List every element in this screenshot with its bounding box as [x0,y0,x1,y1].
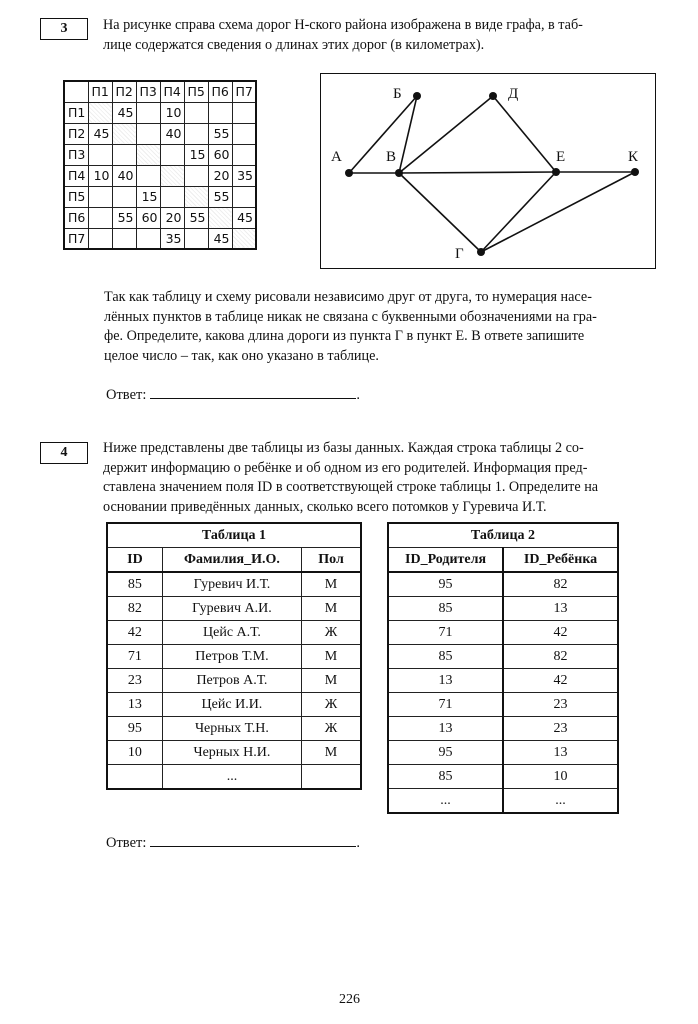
id-cell: 71 [107,645,162,669]
matrix-cell [112,144,136,165]
table-row [107,597,361,621]
graph-vertex-dot [489,92,497,100]
matrix-cell: 45 [232,207,256,228]
graph-edge [493,96,556,172]
task-4-body [103,439,659,517]
id-cell: 95 [107,717,162,741]
table-1-header: Пол [302,548,361,573]
sex-cell: Ж [302,693,361,717]
road-length-matrix [63,80,257,250]
matrix-row-header: П4 [64,165,88,186]
table-2-header: ID_Ребёнка [503,548,618,573]
matrix-cell [136,102,160,123]
matrix-cell [136,165,160,186]
table-row [107,717,361,741]
id-cell: 10 [107,741,162,765]
matrix-row [64,144,256,165]
matrix-cell: 60 [136,207,160,228]
matrix-cell [88,186,112,207]
table-row [388,669,618,693]
matrix-col-header: П7 [232,81,256,102]
task-4-body-line: основании приведённых данных, сколько всего потомков у Гуревича И.Т. [103,498,547,515]
table-row [388,621,618,645]
parent-id-cell: 13 [388,717,503,741]
task-3-number-box: 3 [40,18,88,40]
name-cell: Петров Т.М. [162,645,301,669]
matrix-cell [160,144,184,165]
matrix-cell: 55 [208,123,232,144]
matrix-cell: 10 [160,102,184,123]
task-3-body [104,288,660,366]
matrix-row [64,102,256,123]
matrix-cell: 40 [112,165,136,186]
sex-cell: Ж [302,717,361,741]
graph-vertex-dot [413,92,421,100]
matrix-row-header: П1 [64,102,88,123]
matrix-cell [136,144,160,165]
id-cell: 13 [107,693,162,717]
page-number: 226 [339,992,360,1007]
sex-cell: М [302,645,361,669]
matrix-cell: 20 [160,207,184,228]
table-1-caption: Таблица 1 [107,523,361,548]
matrix-cell [112,228,136,249]
matrix-cell: 45 [88,123,112,144]
graph-vertex-dot [477,248,485,256]
graph-edge [349,96,417,173]
answer-label: Ответ: [106,387,147,403]
matrix-cell: 45 [208,228,232,249]
matrix-col-header: П6 [208,81,232,102]
child-id-cell: 23 [503,693,618,717]
sex-cell [302,765,361,790]
task-3-intro [103,16,658,55]
graph-edge [481,172,556,252]
matrix-cell [112,186,136,207]
task-4-body-line: держит информацию о ребёнке и об одном из его родителей. Информация пред- [103,459,588,476]
task-3-body-line: фе. Определите, какова длина дороги из пункта Г в пункт Е. В ответе запишите [104,328,585,344]
table-row [107,669,361,693]
road-graph-drawing [321,74,657,270]
table-row [388,741,618,765]
child-id-cell: 13 [503,741,618,765]
child-id-cell: ... [503,789,618,814]
matrix-cell: 55 [184,207,208,228]
graph-edge [399,173,481,252]
table-row [388,789,618,814]
id-cell: 82 [107,597,162,621]
matrix-cell [160,165,184,186]
matrix-row-header: П2 [64,123,88,144]
matrix-row [64,186,256,207]
matrix-row-header: П6 [64,207,88,228]
table-2-relations [387,522,619,814]
vertex-label-V: В [386,149,397,165]
task-4-answer [106,832,360,852]
name-cell: Гуревич И.Т. [162,572,301,597]
matrix-cell: 15 [136,186,160,207]
matrix-cell: 45 [112,102,136,123]
child-id-cell: 10 [503,765,618,789]
matrix-row-header: П7 [64,228,88,249]
table-row [388,765,618,789]
matrix-cell [160,186,184,207]
child-id-cell: 82 [503,572,618,597]
vertex-label-E: Е [556,149,566,165]
graph-vertex-dot [395,169,403,177]
parent-id-cell: 13 [388,669,503,693]
parent-id-cell: 71 [388,693,503,717]
parent-id-cell: 71 [388,621,503,645]
matrix-row [64,207,256,228]
matrix-cell [88,102,112,123]
id-cell: 23 [107,669,162,693]
table-row [107,645,361,669]
parent-id-cell: ... [388,789,503,814]
answer-blank[interactable] [150,832,356,847]
matrix-cell [232,144,256,165]
sex-cell: М [302,572,361,597]
road-graph [320,73,656,269]
answer-label: Ответ: [106,835,147,851]
table-row [388,717,618,741]
table-row [107,693,361,717]
table-row [388,693,618,717]
task-3-answer [106,384,360,404]
vertex-label-B: Б [393,86,402,102]
matrix-cell [208,207,232,228]
table-1-persons [106,522,362,790]
table-row [107,765,361,790]
task-4-body-line: ставлена значением поля ID в соответствующей строке таблицы 1. Определите на [103,479,599,495]
child-id-cell: 82 [503,645,618,669]
task-3-intro-line: лице содержатся сведения о длинах этих дорог (в километрах). [103,36,485,53]
sex-cell: М [302,669,361,693]
matrix-cell [88,228,112,249]
task-3-body-line: целое число – так, как оно указано в таблице. [104,347,379,364]
matrix-cell: 55 [112,207,136,228]
id-cell: 85 [107,572,162,597]
matrix-cell: 15 [184,144,208,165]
task-4-number-box: 4 [40,442,88,464]
answer-blank[interactable] [150,384,356,399]
matrix-cell [208,102,232,123]
vertex-label-D: Д [508,86,519,102]
graph-edge [481,172,635,252]
matrix-cell [232,102,256,123]
matrix-cell: 35 [232,165,256,186]
matrix-cell [184,123,208,144]
table-1-header: ID [107,548,162,573]
table-2-caption: Таблица 2 [388,523,618,548]
matrix-col-header: П3 [136,81,160,102]
matrix-col-header: П4 [160,81,184,102]
matrix-cell: 20 [208,165,232,186]
child-id-cell: 23 [503,717,618,741]
table-row [388,597,618,621]
vertex-label-K: К [628,149,639,165]
parent-id-cell: 85 [388,597,503,621]
matrix-cell [232,186,256,207]
name-cell: ... [162,765,301,790]
matrix-header-row [64,81,256,102]
table-row [107,741,361,765]
matrix-row [64,123,256,144]
task-3-intro-line: На рисунке справа схема дорог Н-ского района изображена в виде графа, в таб- [103,17,583,33]
name-cell: Цейс И.И. [162,693,301,717]
table-1-header: Фамилия_И.О. [162,548,301,573]
graph-edge [399,172,556,173]
parent-id-cell: 95 [388,741,503,765]
task-4-body-line: Ниже представлены две таблицы из базы данных. Каждая строка таблицы 2 со- [103,440,584,456]
id-cell [107,765,162,790]
matrix-row-header: П3 [64,144,88,165]
child-id-cell: 13 [503,597,618,621]
graph-vertex-dot [631,168,639,176]
vertex-label-A: А [331,149,342,165]
matrix-cell: 60 [208,144,232,165]
vertex-label-G: Г [455,246,464,262]
graph-vertex-dot [345,169,353,177]
child-id-cell: 42 [503,669,618,693]
matrix-cell [88,207,112,228]
name-cell: Цейс А.Т. [162,621,301,645]
matrix-col-header: П1 [88,81,112,102]
graph-edge [399,96,493,173]
matrix-cell: 10 [88,165,112,186]
table-row [388,572,618,597]
table-2-header: ID_Родителя [388,548,503,573]
matrix-cell [136,123,160,144]
matrix-corner [64,81,88,102]
matrix-cell [232,228,256,249]
matrix-col-header: П2 [112,81,136,102]
matrix-cell: 55 [208,186,232,207]
matrix-cell [184,228,208,249]
matrix-cell [184,186,208,207]
answer-period: . [356,835,360,851]
matrix-cell [184,102,208,123]
graph-vertex-dot [552,168,560,176]
parent-id-cell: 85 [388,645,503,669]
name-cell: Черных Н.И. [162,741,301,765]
matrix-cell: 40 [160,123,184,144]
matrix-cell [184,165,208,186]
task-3-body-line: лённых пунктов в таблице никак не связана с буквенными обозначениями на гра- [104,308,597,325]
matrix-cell: 35 [160,228,184,249]
matrix-col-header: П5 [184,81,208,102]
matrix-row-header: П5 [64,186,88,207]
answer-period: . [356,387,360,403]
matrix-cell [112,123,136,144]
name-cell: Черных Т.Н. [162,717,301,741]
matrix-cell [232,123,256,144]
id-cell: 42 [107,621,162,645]
parent-id-cell: 95 [388,572,503,597]
name-cell: Гуревич А.И. [162,597,301,621]
matrix-cell [88,144,112,165]
child-id-cell: 42 [503,621,618,645]
table-row [107,572,361,597]
parent-id-cell: 85 [388,765,503,789]
sex-cell: М [302,597,361,621]
matrix-row [64,165,256,186]
table-row [107,621,361,645]
matrix-row [64,228,256,249]
sex-cell: Ж [302,621,361,645]
table-row [388,645,618,669]
sex-cell: М [302,741,361,765]
name-cell: Петров А.Т. [162,669,301,693]
matrix-cell [136,228,160,249]
task-3-body-line: Так как таблицу и схему рисовали независимо друг от друга, то нумерация насе- [104,289,592,305]
